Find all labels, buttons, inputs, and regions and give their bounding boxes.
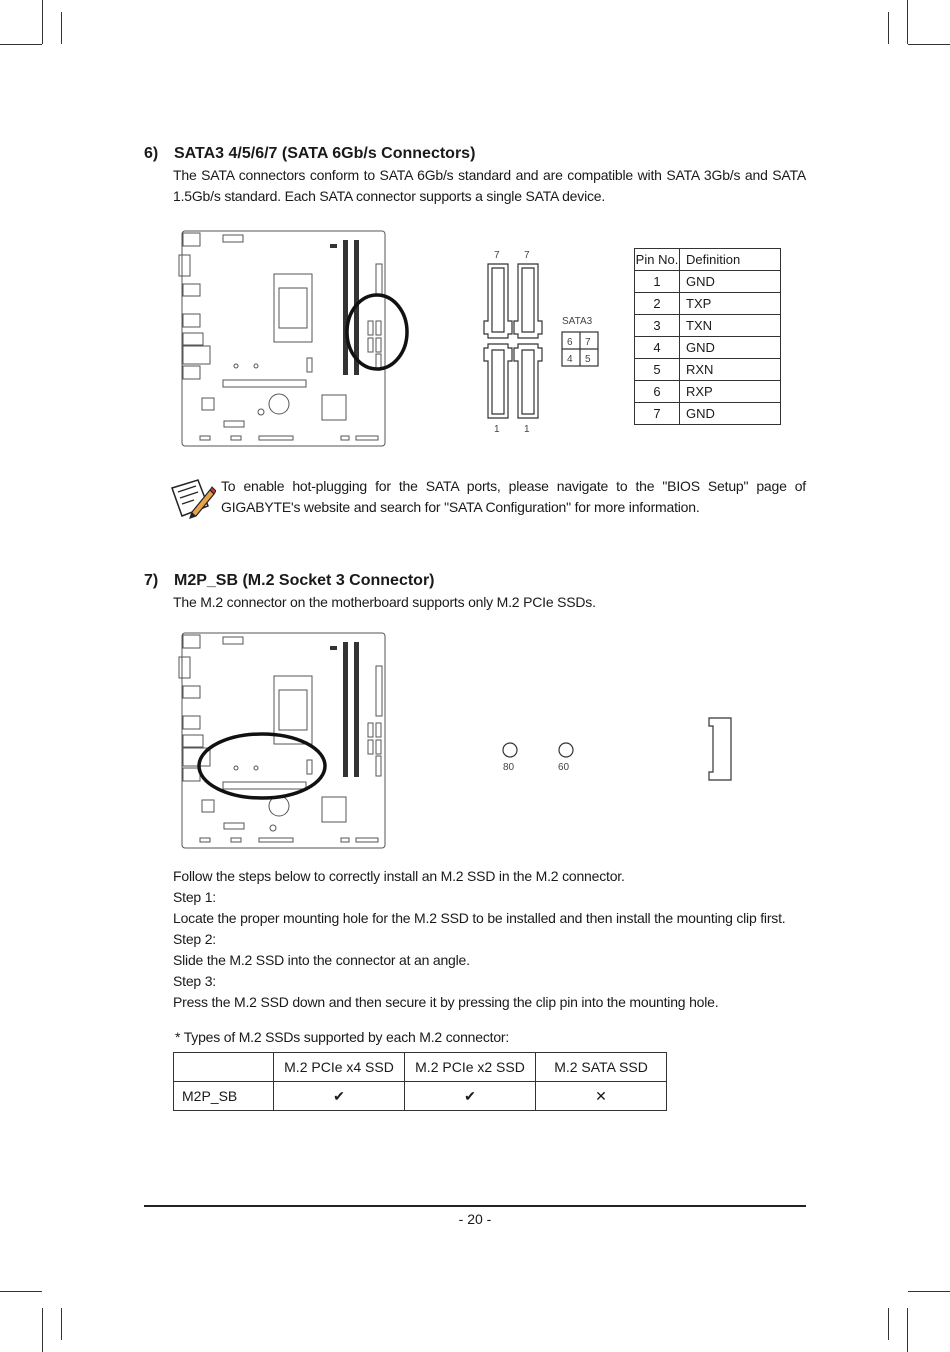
cross-icon: ✕ [536,1082,667,1111]
sata-port-label: 4 [567,354,573,365]
footer-divider [144,1205,806,1207]
connector-name: M2P_SB [174,1082,274,1111]
hole-label: 60 [558,762,570,773]
check-icon: ✔ [405,1082,536,1111]
crop-mark [908,44,950,45]
note-pencil-icon [168,476,216,520]
step-line: Follow the steps below to correctly install an M.2 SSD in the M.2 connector. [173,868,625,884]
pin-label-bottom: 1 [524,424,530,435]
crop-mark [907,0,908,44]
crop-mark [0,1291,42,1292]
pin-number: 3 [635,315,680,337]
sata-pin-table [634,248,781,425]
highlight-circle [199,734,325,798]
table-header-row [174,1053,667,1082]
step-line: Step 2: [173,931,216,947]
section-6-description: The SATA connectors conform to SATA 6Gb/s standard and are compatible with SATA 3Gb/s and SATA 1.5Gb/s standard. Each SATA connector supports a single SATA device. [173,167,806,204]
pin-number: 5 [635,359,680,381]
pin-definition: TXP [680,293,781,315]
pin-definition: RXP [680,381,781,403]
section-number: 7) [144,572,159,589]
pin-definition: GND [680,337,781,359]
step-line: Step 1: [173,889,216,905]
mounting-hole-icon [503,743,517,757]
pin-number: 2 [635,293,680,315]
pin-number: 6 [635,381,680,403]
step-line: Locate the proper mounting hole for the M.2 SSD to be installed and then install the mounting clip first. [173,910,786,926]
step-line: Slide the M.2 SSD into the connector at an angle. [173,952,470,968]
crop-mark [61,12,62,44]
step-line: Step 3: [173,973,216,989]
section-7-description: The M.2 connector on the motherboard supports only M.2 PCIe SSDs. [173,594,596,610]
m2-connector-icon [705,714,737,784]
section-title: SATA3 4/5/6/7 (SATA 6Gb/s Connectors) [174,145,476,162]
check-icon: ✔ [274,1082,405,1111]
pin-number: 1 [635,271,680,293]
table-row [635,337,781,359]
bullet-asterisk: * [175,1029,181,1045]
table-row [174,1082,667,1111]
pin-definition: RXN [680,359,781,381]
section-title: M2P_SB (M.2 Socket 3 Connector) [174,572,435,589]
m2-mounting-holes [498,738,588,778]
table-header-row [635,249,781,271]
section-number: 6) [144,145,159,162]
pin-number: 4 [635,337,680,359]
hole-label: 80 [503,762,515,773]
sata-port-label: 6 [567,337,573,348]
sata-port-label: 5 [585,354,591,365]
crop-mark [908,1291,950,1292]
table-row [635,315,781,337]
pin-label-bottom: 1 [494,424,500,435]
page-number: - 20 - [458,1211,492,1227]
table-header-cell: M.2 PCIe x2 SSD [405,1053,536,1082]
crop-mark [61,1308,62,1340]
pin-definition: GND [680,271,781,293]
m2-install-steps [173,866,806,1013]
table-header-cell [174,1053,274,1082]
table-row [635,403,781,425]
pin-definition: TXN [680,315,781,337]
step-line: Press the M.2 SSD down and then secure it by pressing the clip pin into the mounting hole. [173,994,719,1010]
crop-mark [0,44,42,45]
section-6-heading [144,145,804,167]
crop-mark [888,1308,889,1340]
table-row [635,271,781,293]
crop-mark [42,0,43,44]
crop-mark [888,12,889,44]
table-row [635,381,781,403]
crop-mark [42,1308,43,1352]
table-header-cell: Definition [680,249,781,271]
section-7-heading [144,572,804,594]
sata-connector-diagram [478,246,608,436]
pin-label-top: 7 [494,250,500,261]
sata-port-label: 7 [585,337,591,348]
pin-label-top: 7 [524,250,530,261]
types-note-text: Types of M.2 SSDs supported by each M.2 connector: [183,1029,510,1045]
motherboard-diagram-sata [176,226,412,452]
motherboard-diagram-m2 [176,628,412,854]
crop-mark [907,1308,908,1352]
m2-types-note [175,1027,775,1048]
table-header-cell: M.2 SATA SSD [536,1053,667,1082]
table-header-cell: Pin No. [635,249,680,271]
table-header-cell: M.2 PCIe x4 SSD [274,1053,405,1082]
m2-types-table [173,1052,667,1111]
pin-number: 7 [635,403,680,425]
table-row [635,293,781,315]
sata-hotplug-note: To enable hot-plugging for the SATA ports, please navigate to the "BIOS Setup" page of GIGABYTE's website and search for "SATA Configuration" for more information. [221,478,806,515]
sata-group-label: SATA3 [562,316,593,327]
table-row [635,359,781,381]
pin-definition: GND [680,403,781,425]
mounting-hole-icon [559,743,573,757]
